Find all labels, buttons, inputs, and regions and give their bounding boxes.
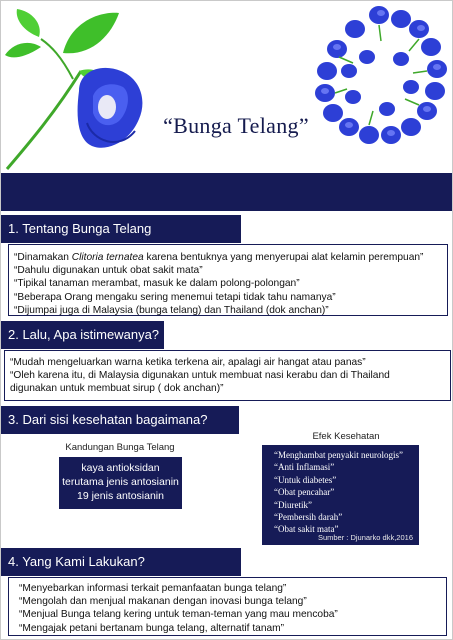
efek-item: “Obat sakit mata” (274, 524, 339, 535)
section-2-line-3: digunakan untuk membuat sirup ( dok anchan)” (10, 383, 224, 395)
section-1-line-1: “Dinamakan Clitoria ternatea karena bentuknya yang menyerupai alat kelamin perempuan” (14, 252, 424, 263)
section-4-line-4: “Mengajak petani bertanam bunga telang, alternatif tanam” (19, 622, 285, 634)
scientific-name: Clitoria ternatea (71, 252, 144, 263)
section-4-line-1: “Menyebarkan informasi terkait pemanfaatan bunga telang” (19, 583, 287, 594)
efek-item: “Pembersih darah” (274, 512, 343, 523)
section-4-box (8, 577, 447, 636)
source-citation: Sumber : Djunarko dkk,2016 (317, 533, 413, 542)
section-1-line-5: “Dijumpai juga di Malaysia (bunga telang) dan Thailand (dok anchan)” (14, 304, 329, 316)
efek-item: “Untuk diabetes” (274, 474, 337, 485)
section-2-line-2: “Oleh karena itu, di Malaysia digunakan untuk membuat nasi kerabu dan di Thailand (10, 370, 390, 382)
section-2-box (4, 350, 451, 401)
efek-item: “Obat pencahar” (274, 487, 335, 498)
header-band (1, 173, 453, 211)
hero-illustration (1, 1, 453, 173)
section-1-line-4: “Beberapa Orang mengaku sering menemui tetapi tidak tahu namanya” (14, 291, 336, 303)
efek-box (262, 445, 419, 545)
section-2-line-1: “Mudah mengeluarkan warna ketika terkena air, apalagi air hangat atau panas” (10, 357, 366, 368)
efek-label: Efek Kesehatan (312, 431, 380, 442)
kandungan-line-1: kaya antioksidan (81, 462, 160, 474)
butterfly-pea-flower-illustration (1, 1, 151, 173)
kandungan-line-3: 19 jenis antosianin (77, 490, 164, 502)
efek-item: “Diuretik” (274, 499, 312, 510)
section-1-heading: 1. Tentang Bunga Telang (1, 215, 241, 243)
section-2-heading: 2. Lalu, Apa istimewanya? (1, 321, 164, 349)
section-1-line-3: “Tipikal tanaman merambat, masuk ke dalam polong-polongan” (14, 278, 300, 290)
kandungan-box (59, 457, 182, 509)
butterfly-pea-wreath-illustration (301, 1, 451, 171)
section-4-heading: 4. Yang Kami Lakukan? (1, 548, 241, 576)
poster-title: “Bunga Telang” (163, 113, 309, 138)
kandungan-label: Kandungan Bunga Telang (65, 442, 175, 453)
section-4-line-3: “Menjual Bunga telang kering untuk teman-teman yang mau mencoba” (19, 609, 338, 621)
efek-item: “Menghambat penyakit neurologis” (274, 450, 403, 460)
section-1-line-2: “Dahulu digunakan untuk obat sakit mata” (14, 265, 203, 277)
section-3-heading: 3. Dari sisi kesehatan bagaimana? (1, 406, 239, 434)
section-1-box (8, 244, 448, 316)
kandungan-line-2: terutama jenis antosianin (62, 476, 179, 488)
section-4-line-2: “Mengolah dan menjual makanan dengan inovasi bunga telang” (19, 596, 307, 608)
efek-item: “Anti Inflamasi” (274, 462, 335, 473)
